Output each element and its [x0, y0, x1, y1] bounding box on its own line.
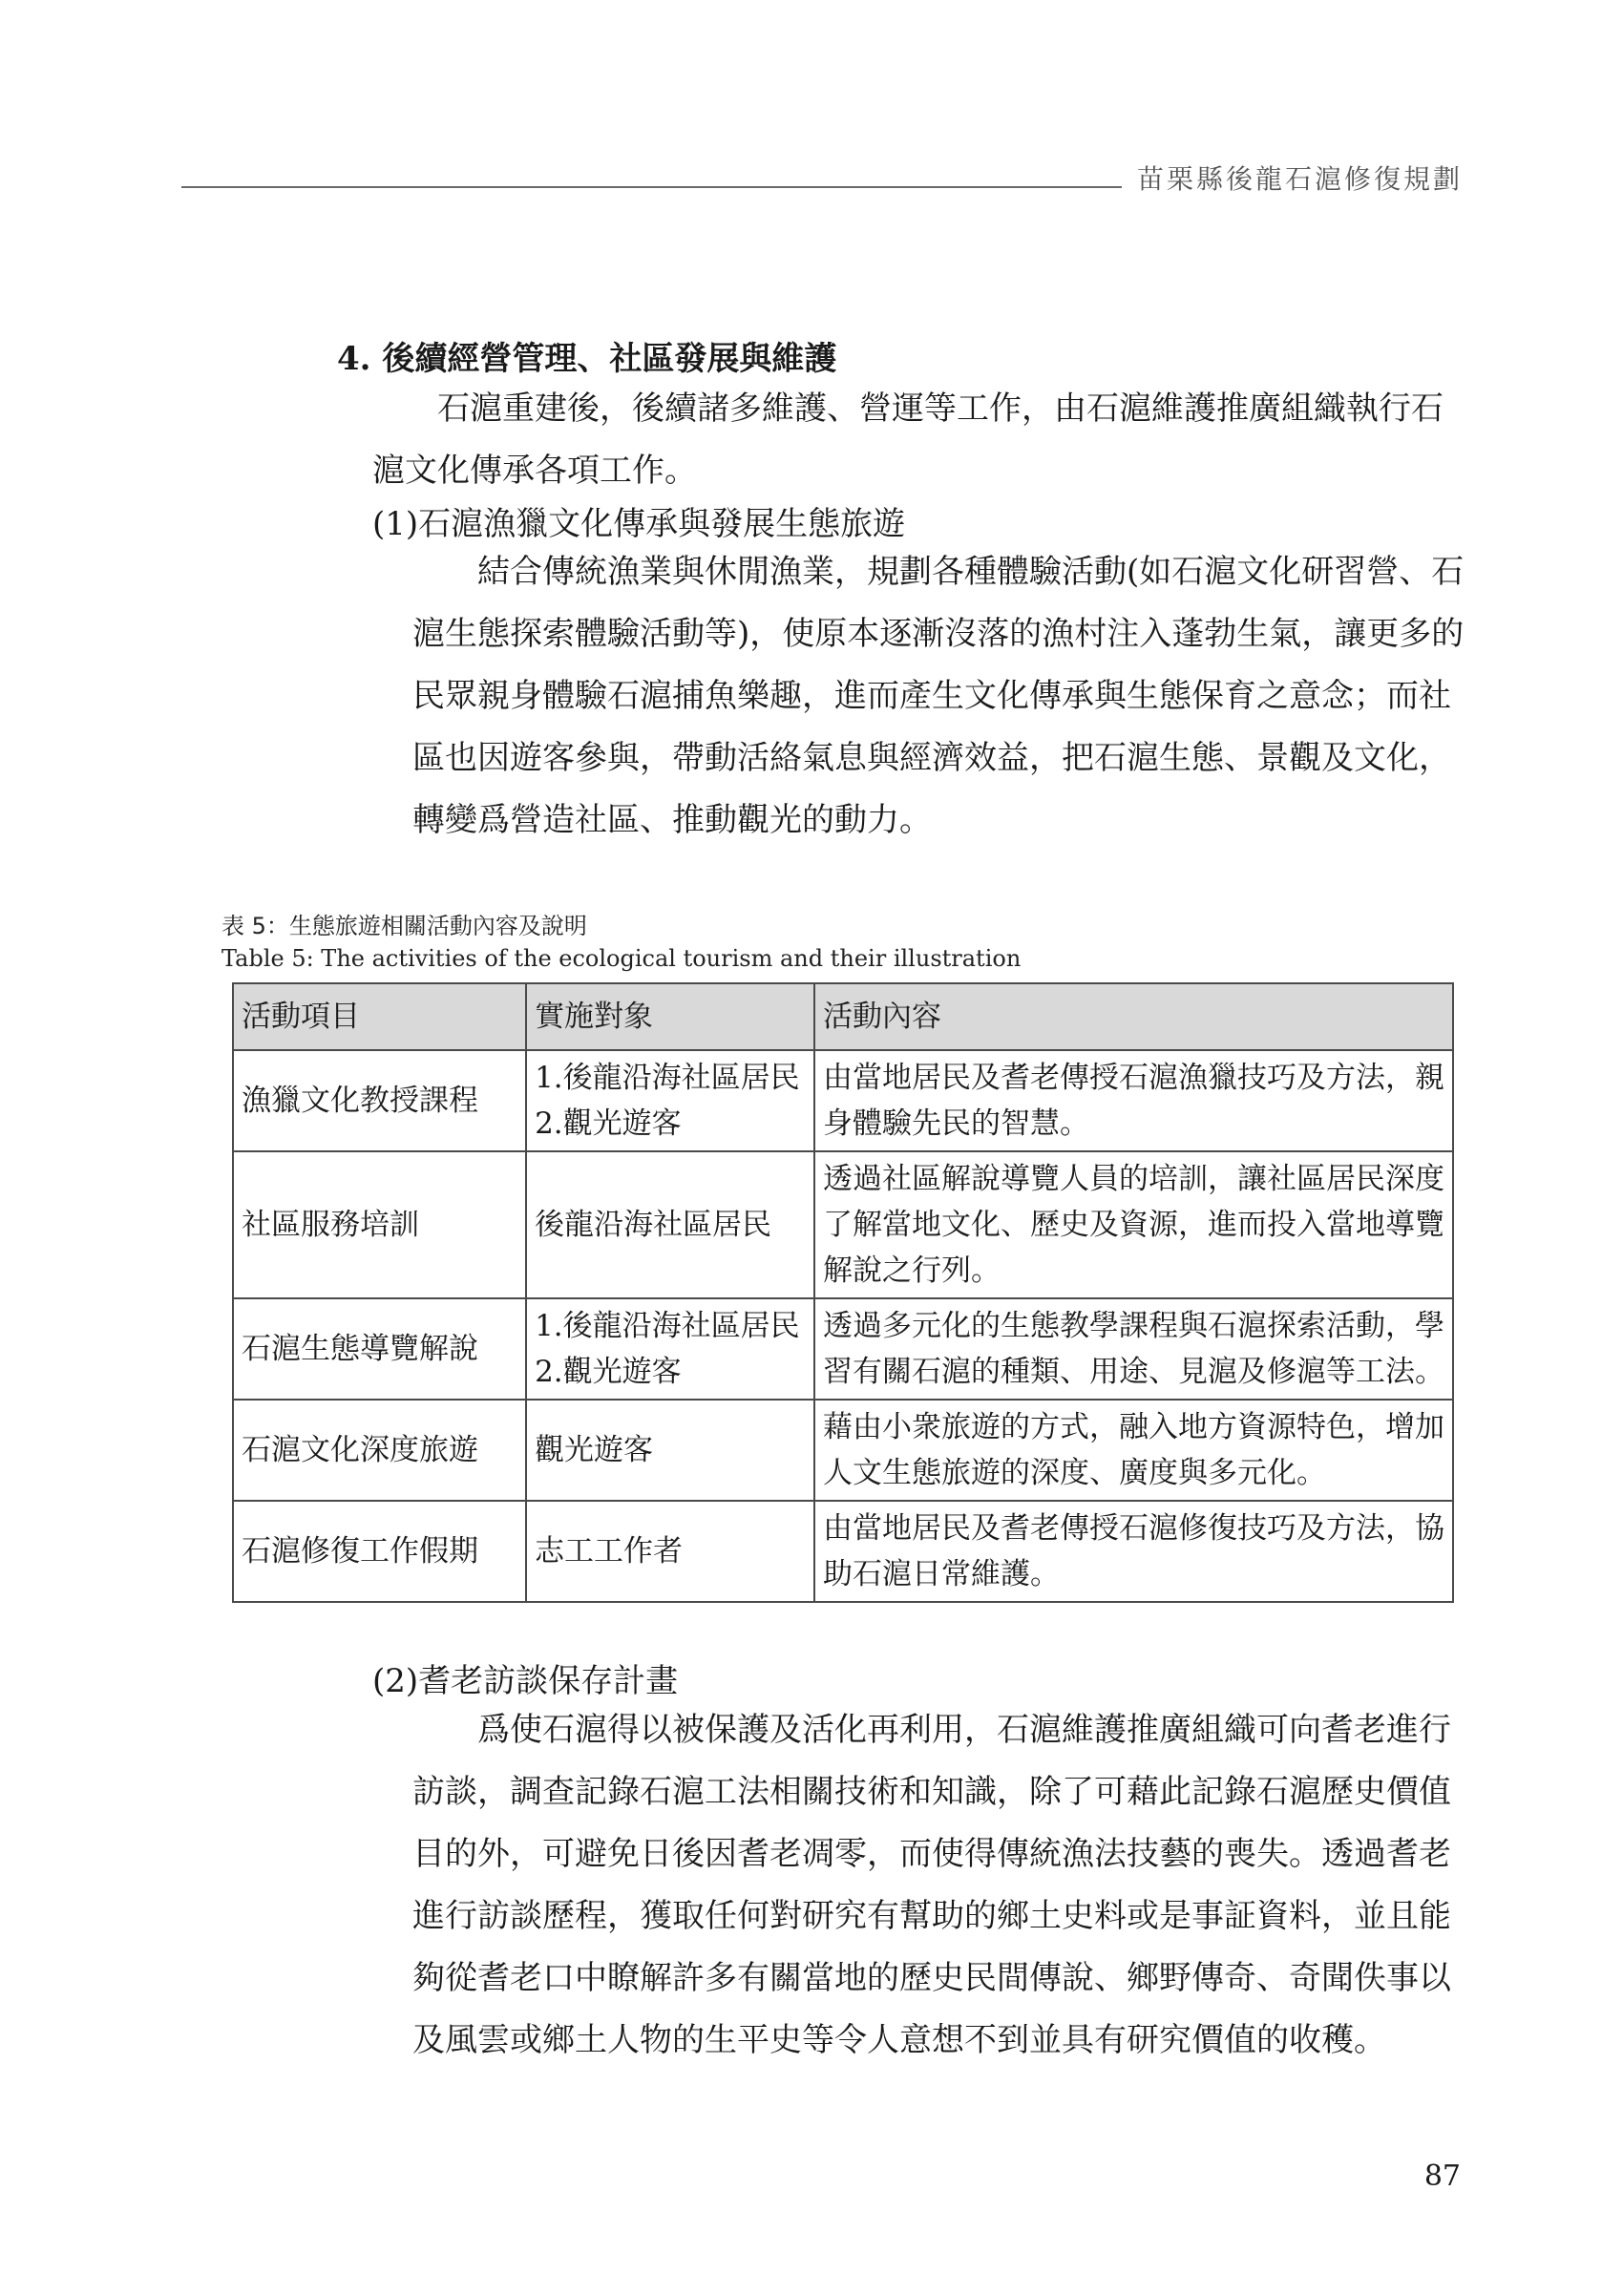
body-line: 進行訪談歷程，獲取任何對研究有幫助的鄉土史料或是事証資料，並且能 — [412, 1897, 1451, 1935]
table-caption-en: Table 5: The activities of the ecological tourism and their illustration — [221, 945, 1022, 972]
body-line: 目的外，可避免日後因耆老凋零，而使得傳統漁法技藝的喪失。透過耆老 — [412, 1835, 1451, 1873]
target-line: 1.後龍沿海社區居民 — [535, 1061, 800, 1095]
subsection-1-heading: (1)石滬漁獵文化傳承與發展生態旅遊 — [372, 505, 906, 543]
table-caption-zh: 表 5：生態旅遊相關活動內容及說明 — [221, 913, 587, 939]
target-line: 1.後龍沿海社區居民 — [535, 1309, 800, 1343]
table-row — [233, 1050, 1453, 1151]
body-line: 結合傳統漁業與休閒漁業，規劃各種體驗活動(如石滬文化研習營、石 — [477, 553, 1465, 591]
content-line: 藉由小衆旅遊的方式，融入地方資源特色，增加 — [822, 1410, 1444, 1444]
content-cell — [814, 1151, 1453, 1298]
table-row — [233, 1298, 1453, 1400]
target-cell — [526, 1151, 814, 1298]
table-row — [233, 1501, 1453, 1602]
table-row — [233, 1400, 1453, 1501]
target-line: 2.觀光遊客 — [535, 1355, 682, 1389]
header-rule — [181, 186, 1122, 188]
activity-item-cell: 石滬修復工作假期 — [233, 1501, 526, 1602]
activities-table — [232, 982, 1454, 1603]
activity-item-cell: 石滬生態導覽解說 — [233, 1298, 526, 1400]
content-line: 透過社區解說導覽人員的培訓，讓社區居民深度 — [822, 1162, 1444, 1196]
content-line: 由當地居民及耆老傳授石滬漁獵技巧及方法，親 — [822, 1061, 1444, 1095]
body-line: 爲使石滬得以被保護及活化再利用，石滬維護推廣組織可向耆老進行 — [477, 1711, 1451, 1749]
content-line: 習有關石滬的種類、用途、見滬及修滬等工法。 — [822, 1355, 1444, 1389]
subsection-1-body — [412, 541, 1464, 852]
running-title: 苗栗縣後龍石滬修復規劃 — [1136, 163, 1463, 195]
target-cell — [526, 1501, 814, 1602]
target-line: 觀光遊客 — [535, 1433, 654, 1467]
header-content: 活動內容 — [814, 983, 1453, 1050]
target-cell — [526, 1298, 814, 1400]
section-heading: 4. 後續經營管理、社區發展與維護 — [337, 340, 837, 378]
body-line: 滬生態探索體驗活動等)，使原本逐漸沒落的漁村注入蓬勃生氣，讓更多的 — [412, 615, 1465, 653]
body-line: 訪談，調查記錄石滬工法相關技術和知識，除了可藉此記錄石滬歷史價值 — [412, 1773, 1451, 1811]
page-number: 87 — [1423, 2159, 1461, 2193]
content-line: 了解當地文化、歷史及資源，進而投入當地導覽 — [822, 1208, 1444, 1242]
target-cell — [526, 1400, 814, 1501]
content-line: 透過多元化的生態教學課程與石滬探索活動，學 — [822, 1309, 1444, 1343]
body-line: 民眾親身體驗石滬捕魚樂趣，進而產生文化傳承與生態保育之意念；而社 — [412, 677, 1451, 715]
target-line: 志工工作者 — [535, 1534, 684, 1569]
intro-line: 石滬重建後，後續諸多維護、營運等工作，由石滬維護推廣組織執行石 — [437, 390, 1444, 428]
content-line: 人文生態旅遊的深度、廣度與多元化。 — [822, 1456, 1326, 1490]
table-header-row — [233, 983, 1453, 1050]
target-cell — [526, 1050, 814, 1151]
header-activity-item: 活動項目 — [233, 983, 526, 1050]
subsection-2-heading: (2)耆老訪談保存計畫 — [372, 1662, 679, 1700]
body-line: 轉變爲營造社區、推動觀光的動力。 — [412, 801, 932, 839]
activity-item-cell: 石滬文化深度旅遊 — [233, 1400, 526, 1501]
table-row — [233, 1151, 1453, 1298]
intro-line: 滬文化傳承各項工作。 — [372, 452, 697, 490]
body-line: 區也因遊客參與，帶動活絡氣息與經濟效益，把石滬生態、景觀及文化， — [412, 739, 1451, 777]
content-cell — [814, 1298, 1453, 1400]
content-line: 解說之行列。 — [822, 1253, 1001, 1288]
activity-item-cell: 漁獵文化教授課程 — [233, 1050, 526, 1151]
content-line: 身體驗先民的智慧。 — [822, 1106, 1089, 1141]
body-line: 及風雲或鄉土人物的生平史等令人意想不到並具有研究價值的收穫。 — [412, 2021, 1386, 2059]
content-line: 由當地居民及耆老傳授石滬修復技巧及方法，協 — [822, 1511, 1444, 1546]
target-line: 後龍沿海社區居民 — [535, 1208, 772, 1242]
content-cell — [814, 1400, 1453, 1501]
header-target: 實施對象 — [526, 983, 814, 1050]
activity-item-cell: 社區服務培訓 — [233, 1151, 526, 1298]
target-line: 2.觀光遊客 — [535, 1106, 682, 1141]
content-cell — [814, 1050, 1453, 1151]
section-intro — [372, 378, 1444, 502]
content-cell — [814, 1501, 1453, 1602]
body-line: 夠從耆老口中瞭解許多有關當地的歷史民間傳說、鄉野傳奇、奇聞佚事以 — [412, 1959, 1451, 1997]
content-line: 助石滬日常維護。 — [822, 1557, 1060, 1591]
subsection-2-body — [412, 1699, 1451, 2072]
